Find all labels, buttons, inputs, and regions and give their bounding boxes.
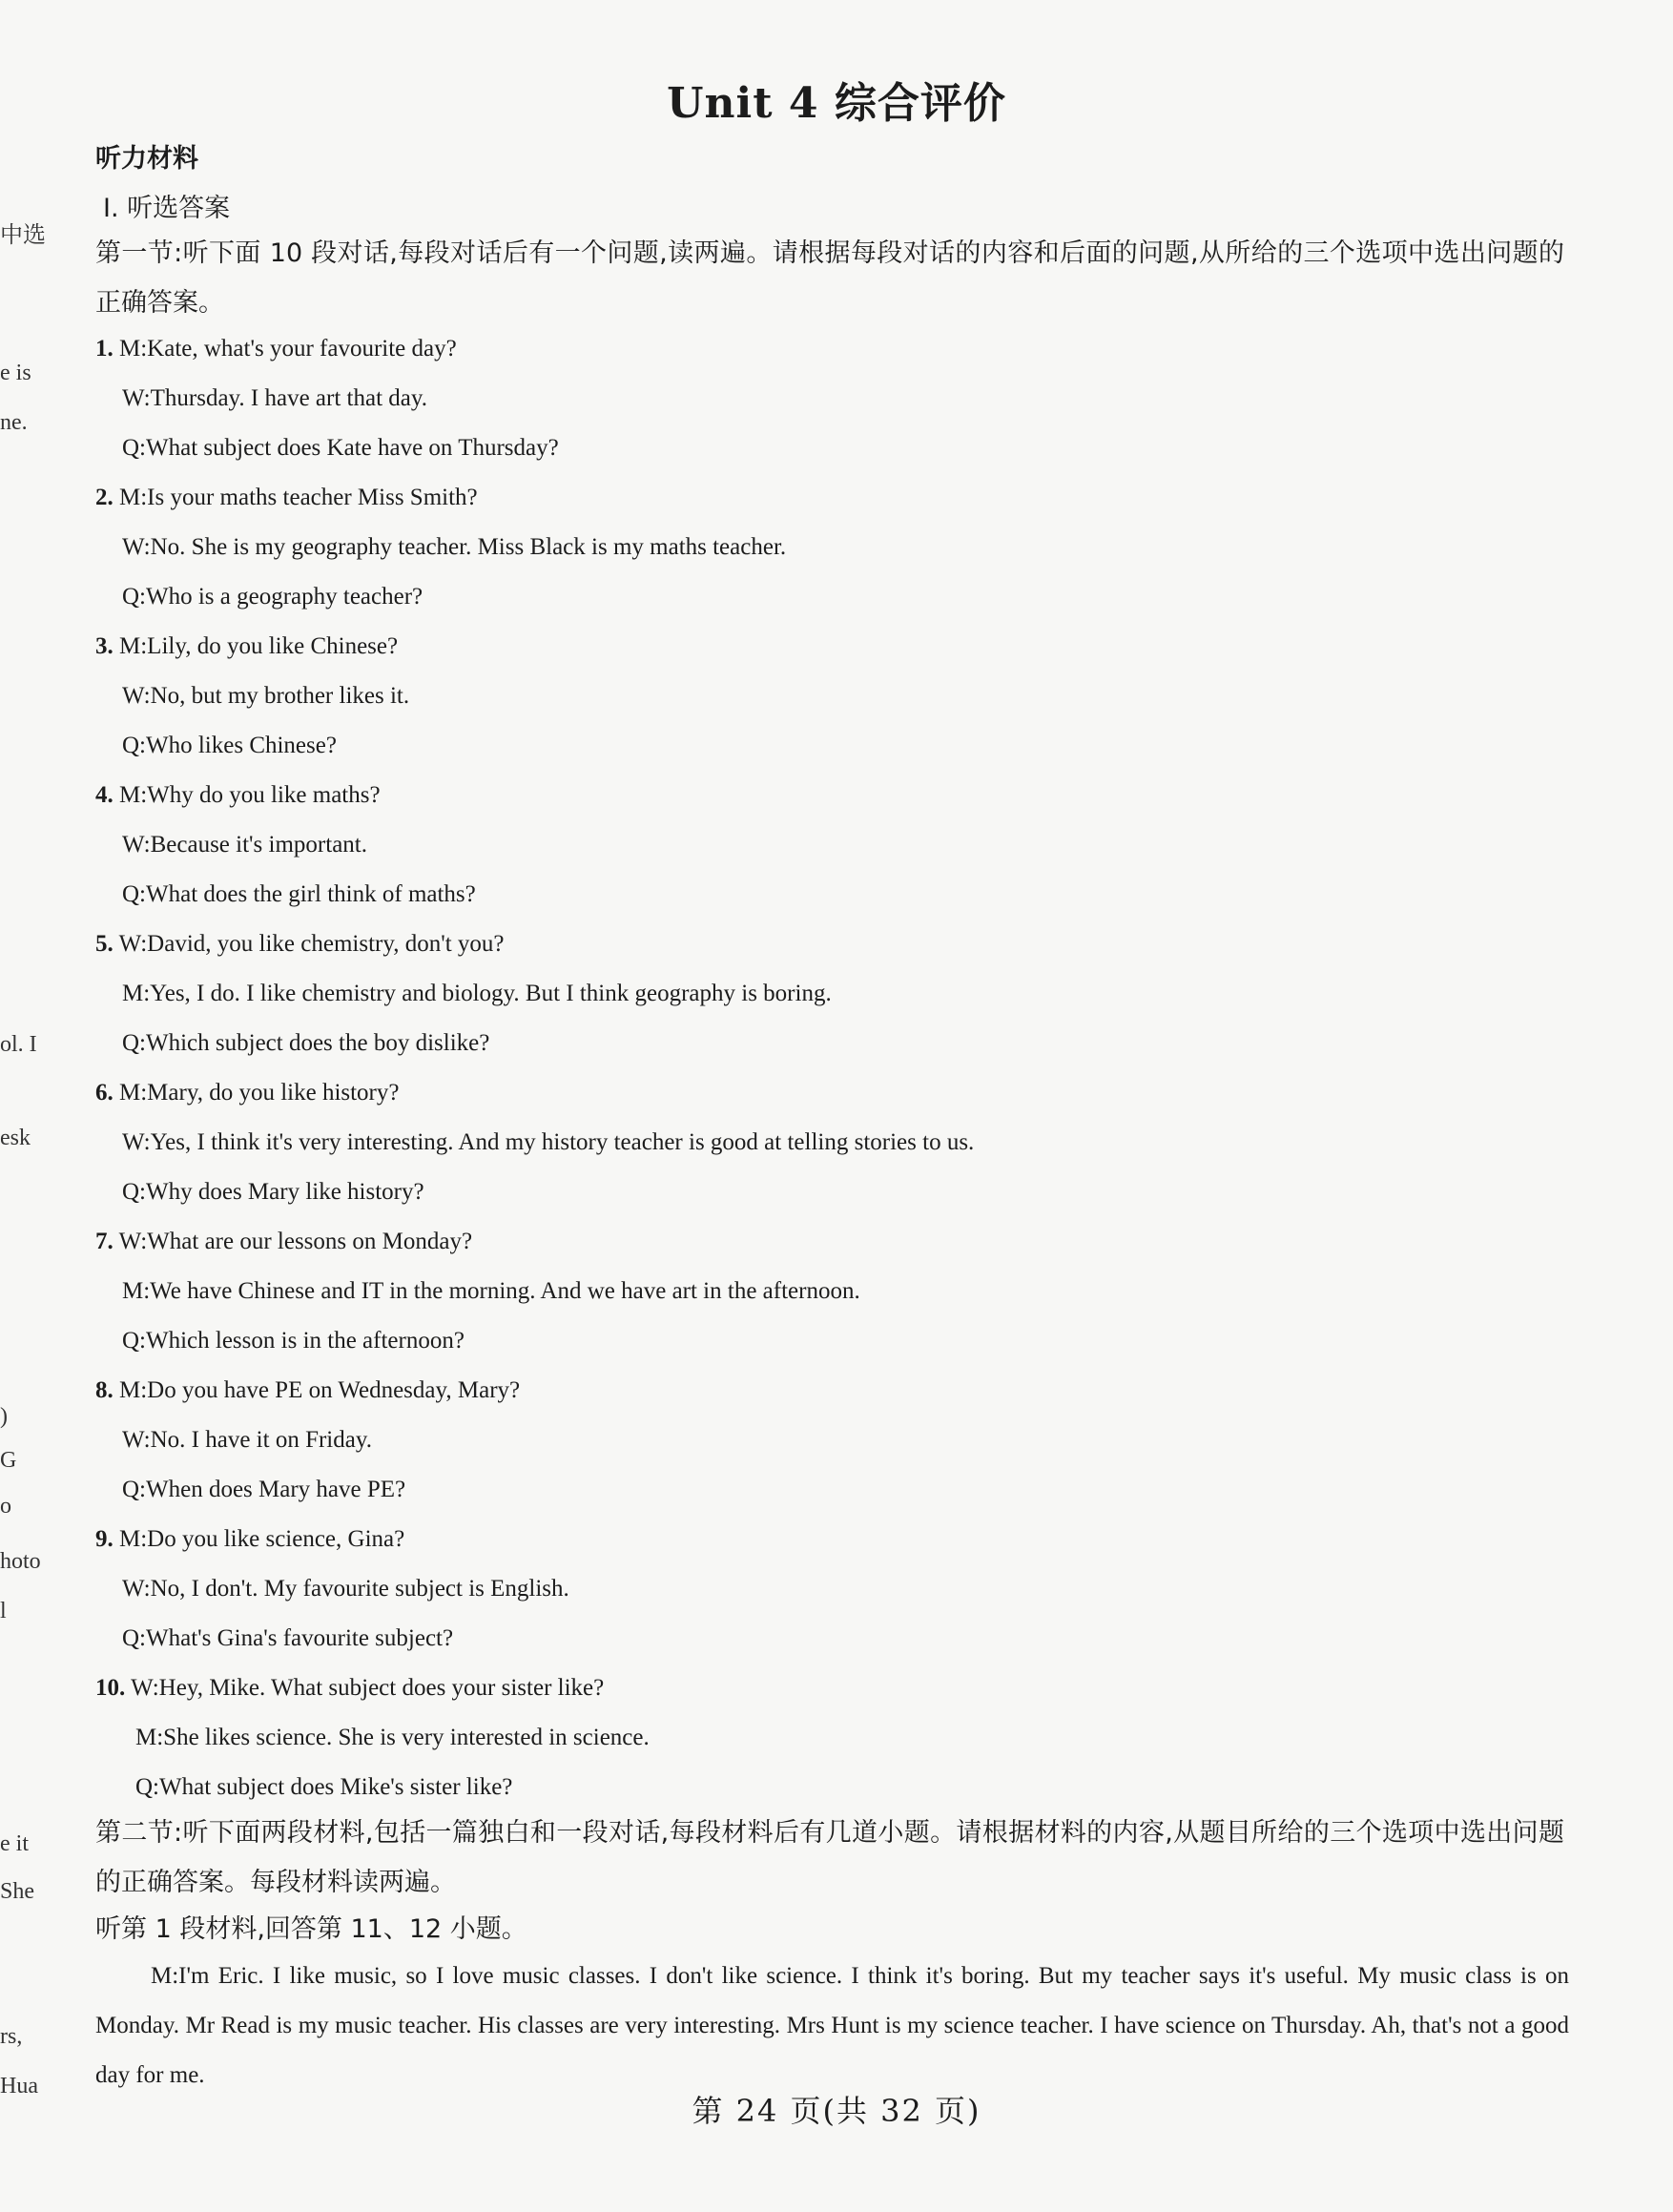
dialogue-reply-line: M:We have Chinese and IT in the morning. And we have art in the afternoon. [122, 1278, 860, 1304]
section1-instruction: 第一节:听下面 10 段对话,每段对话后有一个问题,读两遍。请根据每段对话的内容和后面的问题,从所给的三个选项中选出问题的正确答案。 [95, 238, 1564, 318]
dialogue-question-line: Q:What subject does Mike's sister like? [135, 1774, 513, 1800]
dialogue-reply-line: W:No. She is my geography teacher. Miss Black is my maths teacher. [122, 534, 787, 560]
question-number: 3. [95, 633, 114, 659]
dialogue-reply-line: W:No, I don't. My favourite subject is English. [122, 1576, 569, 1602]
page-title: Unit 4 综合评价 [667, 79, 1006, 128]
dialogue-first-line [95, 485, 478, 511]
dialogue-first-line [95, 1080, 399, 1106]
margin-text: l [0, 1599, 7, 1623]
margin-text: e is [0, 361, 31, 385]
page-number: 第 24 页(共 32 页) [692, 2093, 981, 2129]
margin-text: ) [0, 1404, 8, 1429]
margin-text: hoto [0, 1549, 41, 1574]
margin-text: esk [0, 1126, 31, 1150]
dialogue-line-text: M:Is your maths teacher Miss Smith? [119, 485, 478, 510]
dialogue-first-line [95, 633, 398, 660]
dialogue-question-line: Q:Which lesson is in the afternoon? [122, 1328, 465, 1354]
part-heading: Ⅰ. 听选答案 [103, 194, 231, 223]
dialogue-reply-line: W:No, but my brother likes it. [122, 683, 410, 709]
dialogue-first-line [95, 782, 381, 809]
dialogue-reply-line: W:Thursday. I have art that day. [122, 385, 428, 411]
material1-heading: 听第 1 段材料,回答第 11、12 小题。 [95, 1914, 527, 1944]
dialogue-question-line: Q:Which subject does the boy dislike? [122, 1030, 490, 1056]
question-number: 8. [95, 1377, 114, 1403]
margin-text: She [0, 1879, 34, 1904]
dialogue-first-line [95, 1377, 520, 1404]
margin-text: ol. I [0, 1032, 37, 1057]
margin-text: rs, [0, 2024, 23, 2049]
dialogue-line-text: W:What are our lessons on Monday? [118, 1229, 473, 1254]
dialogue-first-line [95, 931, 505, 958]
margin-text: ne. [0, 410, 28, 435]
margin-text: o [0, 1494, 11, 1519]
dialogue-line-text: M:Lily, do you like Chinese? [119, 633, 399, 659]
dialogue-question-line: Q:What's Gina's favourite subject? [122, 1625, 454, 1651]
dialogue-first-line [95, 1675, 604, 1702]
dialogue-first-line [95, 336, 457, 362]
dialogue-line-text: W:Hey, Mike. What subject does your sister like? [131, 1675, 605, 1701]
dialogue-line-text: M:Mary, do you like history? [119, 1080, 400, 1106]
question-number: 7. [95, 1229, 114, 1254]
dialogue-question-line: Q:What subject does Kate have on Thursday? [122, 435, 559, 461]
dialogue-reply-line: W:Yes, I think it's very interesting. And my history teacher is good at telling stories to us. [122, 1129, 975, 1155]
margin-text: e it [0, 1831, 29, 1856]
dialogue-question-line: Q:Who likes Chinese? [122, 733, 337, 758]
dialogue-reply-line: W:Because it's important. [122, 832, 367, 858]
question-number: 1. [95, 336, 114, 362]
dialogue-first-line [95, 1526, 404, 1553]
margin-text: G [0, 1448, 17, 1473]
dialogue-line-text: M:Do you like science, Gina? [119, 1526, 405, 1552]
margin-text: Hua [0, 2074, 38, 2098]
section-heading: 听力材料 [95, 144, 198, 174]
dialogue-question-line: Q:Why does Mary like history? [122, 1179, 424, 1205]
dialogue-question-line: Q:Who is a geography teacher? [122, 584, 423, 610]
question-number: 9. [95, 1526, 114, 1552]
dialogue-line-text: M:Do you have PE on Wednesday, Mary? [119, 1377, 521, 1403]
adjacent-page-fragment [0, 0, 57, 2212]
dialogue-line-text: W:David, you like chemistry, don't you? [118, 931, 505, 957]
question-number: 6. [95, 1080, 114, 1106]
material1-text: M:I'm Eric. I like music, so I love music classes. I don't like science. I think it's boring. But my teacher says it's useful. My music class is on Monday. Mr Read is my music teacher. His classes are very interesting. Mrs Hunt is my science teacher. I have science on Thursday. Ah, that's not a good day for me. [95, 1963, 1569, 2088]
margin-text: 中选 [0, 223, 46, 248]
dialogue-reply-line: W:No. I have it on Friday. [122, 1427, 372, 1453]
dialogue-line-text: M:Why do you like maths? [119, 782, 381, 808]
question-number: 5. [95, 931, 114, 957]
dialogue-question-line: Q:When does Mary have PE? [122, 1477, 406, 1502]
dialogue-reply-line: M:Yes, I do. I like chemistry and biology. But I think geography is boring. [122, 981, 832, 1006]
question-number: 4. [95, 782, 114, 808]
section2-instruction: 第二节:听下面两段材料,包括一篇独白和一段对话,每段材料后有几道小题。请根据材料的内容,从题目所给的三个选项中选出问题的正确答案。每段材料读两遍。 [95, 1818, 1564, 1897]
dialogue-reply-line: M:She likes science. She is very interested in science. [135, 1725, 650, 1750]
question-number: 10. [95, 1675, 126, 1701]
dialogue-line-text: M:Kate, what's your favourite day? [119, 336, 457, 362]
dialogue-question-line: Q:What does the girl think of maths? [122, 881, 476, 907]
question-number: 2. [95, 485, 114, 510]
dialogue-first-line [95, 1229, 472, 1255]
